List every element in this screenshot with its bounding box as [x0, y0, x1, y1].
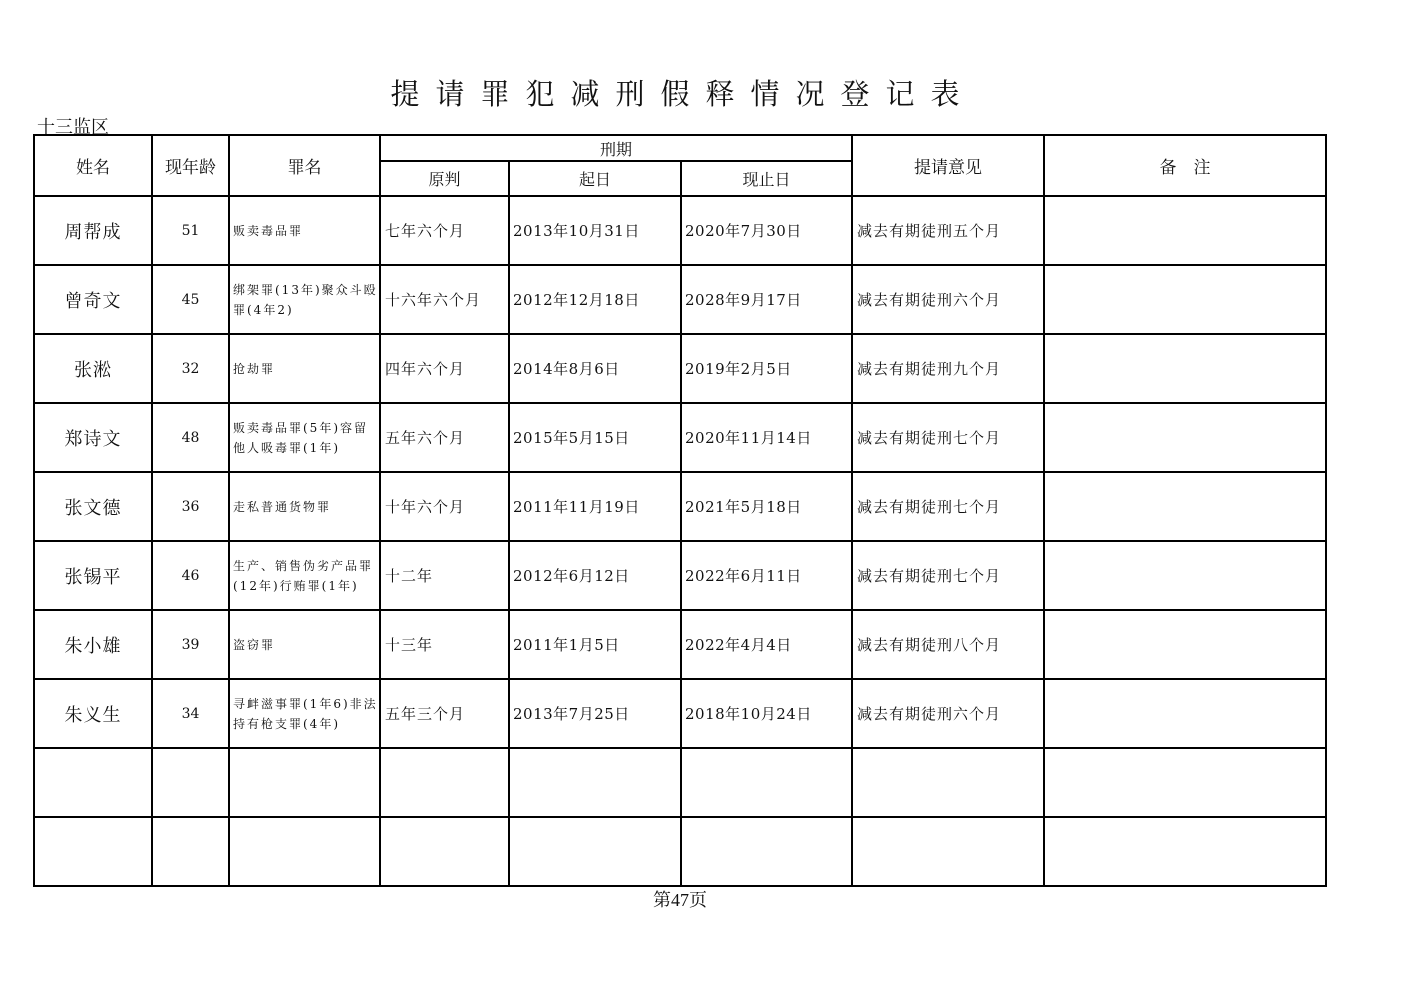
crime-cell: 盗窃罪 — [229, 610, 380, 679]
end-date-cell: 2021年5月18日 — [681, 472, 852, 541]
table-row — [34, 472, 1326, 541]
prisoner-age: 36 — [152, 472, 229, 541]
start-date-cell: 2011年11月19日 — [509, 472, 681, 541]
start-date-cell: 2013年10月31日 — [509, 196, 681, 265]
prisoner-age: 32 — [152, 334, 229, 403]
prisoner-name: 张锡平 — [34, 541, 152, 610]
original-term-cell — [380, 748, 509, 817]
remark-cell — [1044, 541, 1326, 610]
page-title: 提请罪犯减刑假释情况登记表 — [390, 77, 976, 111]
opinion-cell: 减去有期徒刑七个月 — [852, 541, 1044, 610]
original-term-cell: 四年六个月 — [380, 334, 509, 403]
start-date-cell: 2013年7月25日 — [509, 679, 681, 748]
start-date-cell: 2012年6月12日 — [509, 541, 681, 610]
registration-table — [33, 134, 1327, 887]
crime-cell: 寻衅滋事罪(1年6)非法持有枪支罪(4年) — [229, 679, 380, 748]
end-date-cell: 2020年7月30日 — [681, 196, 852, 265]
opinion-cell: 减去有期徒刑七个月 — [852, 472, 1044, 541]
end-date-cell: 2022年6月11日 — [681, 541, 852, 610]
original-term-cell: 五年三个月 — [380, 679, 509, 748]
end-date-cell: 2022年4月4日 — [681, 610, 852, 679]
opinion-cell — [852, 748, 1044, 817]
crime-cell: 贩卖毒品罪 — [229, 196, 380, 265]
end-date-cell: 2028年9月17日 — [681, 265, 852, 334]
original-term-cell: 十年六个月 — [380, 472, 509, 541]
header-term: 刑期 — [380, 135, 852, 161]
prisoner-name: 周帮成 — [34, 196, 152, 265]
header-age: 现年龄 — [152, 135, 229, 196]
start-date-cell: 2014年8月6日 — [509, 334, 681, 403]
prisoner-name: 朱义生 — [34, 679, 152, 748]
crime-cell: 贩卖毒品罪(5年)容留他人吸毒罪(1年) — [229, 403, 380, 472]
opinion-cell: 减去有期徒刑七个月 — [852, 403, 1044, 472]
opinion-cell: 减去有期徒刑八个月 — [852, 610, 1044, 679]
table-row — [34, 196, 1326, 265]
opinion-cell: 减去有期徒刑六个月 — [852, 265, 1044, 334]
remark-cell — [1044, 472, 1326, 541]
crime-cell: 抢劫罪 — [229, 334, 380, 403]
prisoner-name: 曾奇文 — [34, 265, 152, 334]
prisoner-age: 48 — [152, 403, 229, 472]
prisoner-age: 39 — [152, 610, 229, 679]
opinion-cell — [852, 817, 1044, 886]
prison-unit-label: 十三监区 — [37, 117, 109, 137]
prisoner-age — [152, 748, 229, 817]
start-date-cell: 2012年12月18日 — [509, 265, 681, 334]
start-date-cell — [509, 817, 681, 886]
header-start: 起日 — [509, 161, 681, 196]
table-row — [34, 541, 1326, 610]
prisoner-age: 51 — [152, 196, 229, 265]
remark-cell — [1044, 196, 1326, 265]
original-term-cell: 五年六个月 — [380, 403, 509, 472]
end-date-cell: 2018年10月24日 — [681, 679, 852, 748]
prisoner-age: 34 — [152, 679, 229, 748]
remark-cell — [1044, 679, 1326, 748]
original-term-cell: 十三年 — [380, 610, 509, 679]
remark-cell — [1044, 403, 1326, 472]
crime-cell — [229, 748, 380, 817]
remark-cell — [1044, 265, 1326, 334]
table-row — [34, 334, 1326, 403]
original-term-cell: 七年六个月 — [380, 196, 509, 265]
opinion-cell: 减去有期徒刑六个月 — [852, 679, 1044, 748]
prisoner-age: 45 — [152, 265, 229, 334]
original-term-cell: 十六年六个月 — [380, 265, 509, 334]
header-original: 原判 — [380, 161, 509, 196]
prisoner-age — [152, 817, 229, 886]
table-row — [34, 679, 1326, 748]
header-end: 现止日 — [681, 161, 852, 196]
prisoner-age: 46 — [152, 541, 229, 610]
table-row — [34, 748, 1326, 817]
end-date-cell — [681, 817, 852, 886]
end-date-cell: 2020年11月14日 — [681, 403, 852, 472]
end-date-cell: 2019年2月5日 — [681, 334, 852, 403]
end-date-cell — [681, 748, 852, 817]
prisoner-name: 张文德 — [34, 472, 152, 541]
header-remark: 备 注 — [1044, 135, 1326, 196]
opinion-cell: 减去有期徒刑五个月 — [852, 196, 1044, 265]
table-row — [34, 265, 1326, 334]
remark-cell — [1044, 334, 1326, 403]
prisoner-name: 郑诗文 — [34, 403, 152, 472]
prisoner-name — [34, 817, 152, 886]
header-crime: 罪名 — [229, 135, 380, 196]
crime-cell: 生产、销售伪劣产品罪(12年)行贿罪(1年) — [229, 541, 380, 610]
opinion-cell: 减去有期徒刑九个月 — [852, 334, 1044, 403]
table-row — [34, 403, 1326, 472]
prisoner-name: 朱小雄 — [34, 610, 152, 679]
crime-cell: 绑架罪(13年)聚众斗殴罪(4年2) — [229, 265, 380, 334]
remark-cell — [1044, 748, 1326, 817]
table-row — [34, 817, 1326, 886]
prisoner-name: 张淞 — [34, 334, 152, 403]
crime-cell: 走私普通货物罪 — [229, 472, 380, 541]
remark-cell — [1044, 610, 1326, 679]
header-name: 姓名 — [34, 135, 152, 196]
start-date-cell: 2015年5月15日 — [509, 403, 681, 472]
crime-cell — [229, 817, 380, 886]
table-row — [34, 610, 1326, 679]
header-opinion: 提请意见 — [852, 135, 1044, 196]
page-number: 第47页 — [653, 890, 707, 910]
original-term-cell — [380, 817, 509, 886]
prisoner-name — [34, 748, 152, 817]
original-term-cell: 十二年 — [380, 541, 509, 610]
start-date-cell: 2011年1月5日 — [509, 610, 681, 679]
start-date-cell — [509, 748, 681, 817]
remark-cell — [1044, 817, 1326, 886]
